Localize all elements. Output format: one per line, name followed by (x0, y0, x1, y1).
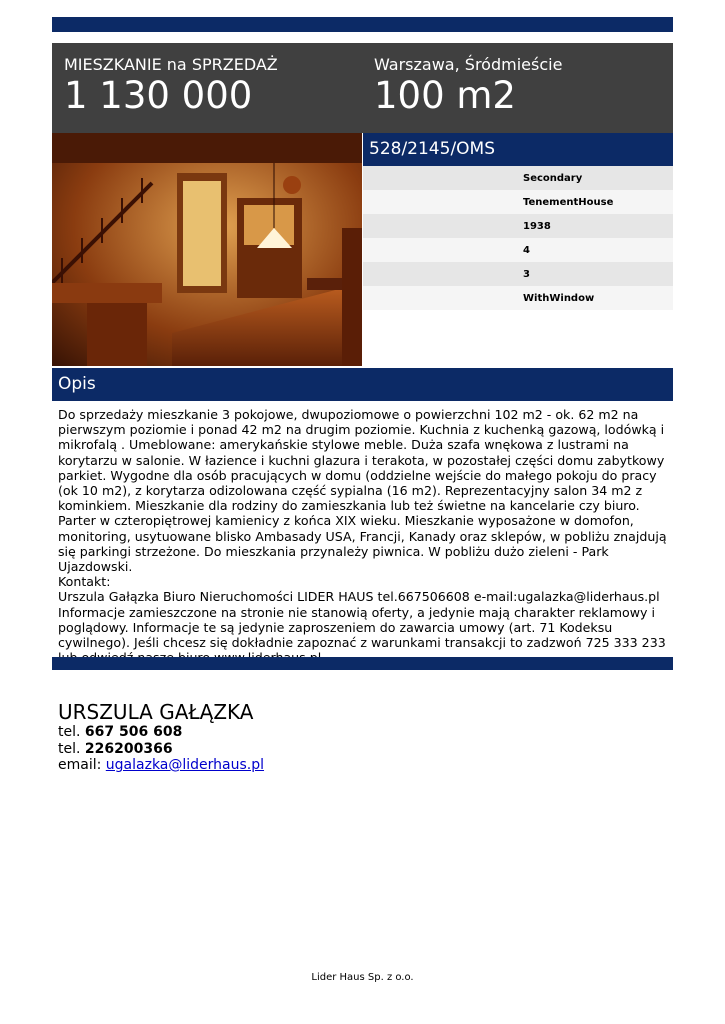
apartment-photo (52, 133, 362, 366)
phone-number: 226200366 (84, 740, 173, 757)
attribute-value: Secondary (523, 173, 583, 184)
description-body (58, 407, 670, 665)
phone-label: tel. (58, 740, 81, 757)
area: 100 m2 (374, 74, 516, 117)
attribute-table (363, 166, 673, 310)
agent-email (58, 757, 264, 774)
attribute-value: 3 (523, 269, 530, 280)
attribute-row (363, 166, 673, 190)
location: Warszawa, Śródmieście (374, 55, 563, 74)
header-left (64, 56, 278, 118)
attribute-row (363, 214, 673, 238)
attribute-value: WithWindow (523, 293, 595, 304)
description-header (52, 368, 673, 401)
bottom-accent-bar (52, 657, 673, 670)
description-title: Opis (58, 374, 96, 394)
agent-phone-1 (58, 724, 264, 741)
top-accent-bar (52, 17, 673, 32)
description-text: Do sprzedaży mieszkanie 3 pokojowe, dwupoziomowe o powierzchni 102 m2 - ok. 62 m2 na pierwszym poziomie i ponad 42 m2 na drugim poziomie. Kuchnia z kuchenką gazową, lodówką i mikrofalą . Umeblowane: amerykańskie stylowe meble. Duża szafa wnękowa z lustrami na korytarzu w salonie. W łazience i kuchni glazura i terakota, w pozostałej części domu zabytkowy parkiet. Wygodne dla osób pracujących w domu (oddzielne wejście do małego pokoju do pracy (ok 10 m2), z korytarza odizolowana część sypialna (16 m2). Reprezentacyjny salon 34 m2 z kominkiem. Mieszkanie dla rodziny do zamieszkania lub też świetne na kancelarie czy biuro. Parter w czteropiętrowej kamienicy z końca XIX wieku. Mieszkanie wyposażone w domofon, monitoring, usytuowane blisko Ambasady USA, Francji, Kanady oraz sklepów, w pobliżu znajdują się parkingi strzeżone. Do mieszkania przynależy piwnica. W pobliżu dużo zieleni - Park Ujazdowski. Kontakt: Urszula Gałązka Biuro Nieruchomości LIDER HAUS tel.667506608 e-mail:ugalazka@liderhaus.pl Informacje zamieszczone na stronie nie stanowią oferty, a jedynie mają charakter reklamowy i poglądowy. Informacje te są jedynie zaproszeniem do zawarcia umowy (art. 71 Kodeksu cywilnego). Jeśli chcesz się dokładnie zapoznać z warunkami transakcji to zadzwoń 725 333 233 (58, 407, 667, 651)
attribute-value: TenementHouse (523, 197, 614, 208)
phone-number: 667 506 608 (84, 724, 183, 740)
reference-number: 528/2145/OMS (369, 139, 496, 159)
attribute-row (363, 190, 673, 214)
phone-label: tel. (58, 724, 81, 740)
attribute-value: 1938 (523, 221, 551, 232)
email-label: email: (58, 757, 102, 773)
listing-header (52, 43, 673, 133)
email-link[interactable]: ugalazka@liderhaus.pl (105, 757, 265, 773)
offer-type: MIESZKANIE na SPRZEDAŻ (64, 55, 278, 74)
header-right (374, 56, 562, 118)
attribute-row (363, 286, 673, 310)
footer-company: Lider Haus Sp. z o.o. (311, 972, 414, 983)
reference-bar (363, 133, 673, 166)
attribute-row (363, 238, 673, 262)
price: 1 130 000 (64, 74, 253, 117)
agent-phone-2 (58, 741, 264, 758)
attribute-value: 4 (523, 245, 530, 256)
agent-name: URSZULA GAŁĄZKA (58, 700, 254, 724)
attribute-row (363, 262, 673, 286)
agent-contact (58, 700, 264, 774)
